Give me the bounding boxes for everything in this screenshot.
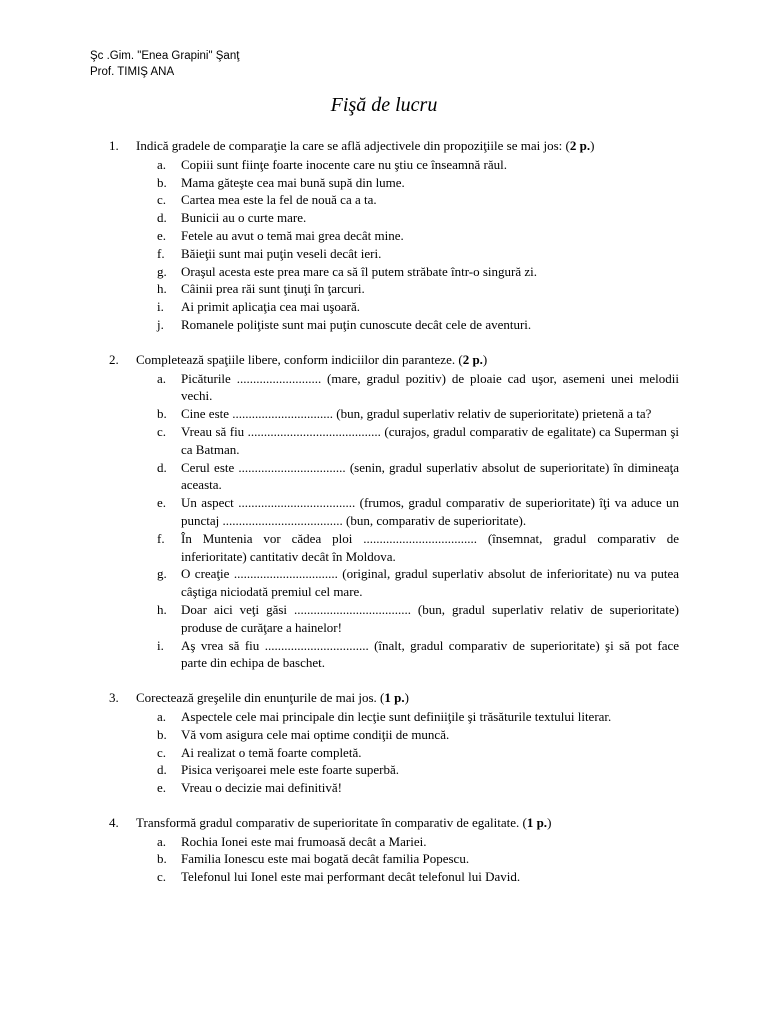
item-text: Vă vom asigura cele mai optime condiţii de muncă. — [181, 726, 450, 742]
question-items — [136, 708, 679, 797]
item-text: Cartea mea este la fel de nouă ca a ta. — [181, 192, 377, 208]
question-number: 3. — [109, 690, 119, 706]
item-text: Mama găteşte cea mai bună supă din lume. — [181, 174, 405, 190]
item-text: O creaţie ................................ (original, gradul superlativ absolut de inferioritate) nu va putea câştiga niciodată premiul cel mare. — [181, 566, 679, 600]
item-letter: a. — [157, 156, 167, 172]
question-text — [136, 137, 679, 155]
list-item — [136, 405, 679, 423]
list-item — [136, 761, 679, 779]
item-text: Bunicii au o curte mare. — [181, 210, 307, 226]
item-letter: c. — [157, 869, 167, 885]
item-text: Aspectele cele mai principale din lecţie sunt definiiţile şi trăsăturile textului literar. — [181, 708, 612, 724]
item-text: Picăturile .......................... (mare, gradul pozitiv) de ploaie cad uşor, asemeni unei melodii vechi. — [181, 370, 679, 404]
item-text: Vreau să fiu ......................................... (curajos, gradul comparativ de egalitate) ca Superman şi ca Batman. — [181, 423, 679, 457]
item-text: Cine este ............................... (bun, gradul superlativ relativ de superioritate) prietenă a ta? — [181, 406, 652, 422]
list-item — [136, 726, 679, 744]
list-item — [136, 245, 679, 263]
list-item — [136, 298, 679, 316]
question-number: 1. — [109, 138, 119, 153]
question-text — [136, 351, 679, 369]
item-text: Rochia Ionei este mai frumoasă decât a Mariei. — [181, 833, 427, 849]
item-letter: h. — [157, 601, 167, 617]
question-points: 1 p. — [526, 814, 548, 830]
list-item — [136, 868, 679, 886]
question-items — [136, 156, 679, 334]
list-item — [136, 227, 679, 245]
item-text: Romanele poliţiste sunt mai puţin cunoscute decât cele de aventuri. — [181, 316, 532, 332]
item-text: Familia Ionescu este mai bogată decât familia Popescu. — [181, 851, 470, 867]
item-text: Oraşul acesta este prea mare ca să îl putem străbate într-o singură zi. — [181, 263, 538, 279]
question-3 — [109, 689, 679, 797]
question-number: 2. — [109, 351, 119, 367]
list-item — [136, 191, 679, 209]
question-close-paren: ) — [482, 351, 488, 367]
list-item — [136, 280, 679, 298]
item-letter: b. — [157, 406, 167, 422]
item-letter: a. — [157, 370, 167, 386]
question-1 — [109, 137, 679, 334]
list-item — [136, 637, 679, 673]
item-letter: d. — [157, 459, 167, 475]
item-text: Pisica verişoarei mele este foarte superbă. — [181, 762, 400, 778]
list-item — [136, 565, 679, 601]
list-item — [136, 833, 679, 851]
question-text — [136, 814, 679, 832]
list-item — [136, 459, 679, 495]
list-item — [136, 779, 679, 797]
item-text: Doar aici veţi găsi .................................... (bun, gradul superlativ relativ de superioritate) produse de curăţare a hainelor! — [181, 601, 679, 635]
item-text: Un aspect .................................... (frumos, gradul comparativ de superioritate) îţi va aduce un punctaj ..................................... (bun, comparativ de superioritate). — [181, 495, 679, 528]
item-letter: c. — [157, 423, 167, 439]
list-item — [136, 850, 679, 868]
school-name: Şc .Gim. "Enea Grapini" Şanţ — [90, 50, 240, 62]
question-prompt: Indică gradele de comparaţie la care se află adjectivele din propoziţiile se mai jos: ( — [136, 138, 570, 153]
page-title: Fişă de lucru — [330, 94, 438, 116]
item-letter: g. — [157, 566, 167, 582]
list-item — [136, 209, 679, 227]
item-text: Vreau o decizie mai definitivă! — [181, 780, 342, 796]
list-item — [136, 156, 679, 174]
teacher-name: Prof. TIMIŞ ANA — [90, 66, 175, 78]
question-list — [109, 137, 679, 903]
item-text: Băieţii sunt mai puţin veseli decât ieri. — [181, 245, 382, 261]
list-item — [136, 744, 679, 762]
item-letter: f. — [157, 530, 165, 546]
item-text: Ai primit aplicaţia cea mai uşoară. — [181, 299, 361, 315]
list-item — [136, 708, 679, 726]
item-letter: f. — [157, 245, 165, 261]
item-letter: d. — [157, 762, 167, 778]
list-item — [136, 370, 679, 406]
item-letter: c. — [157, 192, 167, 208]
list-item — [136, 423, 679, 459]
item-text: Cerul este ................................. (senin, gradul superlativ absolut de superioritate) în dimineaţa aceasta. — [181, 459, 679, 493]
question-close-paren: ) — [547, 814, 552, 830]
item-letter: g. — [157, 263, 167, 279]
item-text: Aş vrea să fiu ................................ (înalt, gradul comparativ de superioritate) şi să pot face parte din echipa de baschet. — [181, 637, 679, 671]
question-prompt: Transformă gradul comparativ de superioritate în comparativ de egalitate. ( — [136, 814, 527, 830]
item-letter: d. — [157, 210, 167, 226]
list-item — [136, 494, 679, 530]
list-item — [136, 316, 679, 334]
list-item — [136, 601, 679, 637]
item-letter: a. — [157, 833, 167, 849]
item-letter: b. — [157, 174, 167, 190]
item-text: Copiii sunt fiinţe foarte inocente care nu ştiu ce înseamnă răul. — [181, 156, 507, 172]
question-points: 2 p. — [569, 138, 591, 153]
item-letter: e. — [157, 780, 167, 796]
item-text: Telefonul lui Ionel este mai performant decât telefonul lui David. — [181, 869, 521, 885]
document-header — [90, 48, 239, 80]
question-close-paren: ) — [590, 138, 595, 153]
list-item — [136, 263, 679, 281]
item-letter: b. — [157, 851, 167, 867]
list-item — [136, 530, 679, 566]
question-text — [136, 689, 679, 707]
item-letter: a. — [157, 708, 167, 724]
list-item — [136, 174, 679, 192]
question-prompt: Corectează greşelile din enunţurile de mai jos. ( — [136, 690, 385, 706]
question-items — [136, 370, 679, 673]
item-text: Câinii prea răi sunt ţinuţi în ţarcuri. — [181, 281, 365, 297]
item-letter: c. — [157, 744, 167, 760]
item-letter: h. — [157, 281, 167, 297]
item-text: Ai realizat o temă foarte completă. — [181, 744, 362, 760]
question-points: 2 p. — [462, 351, 483, 367]
question-points: 1 p. — [384, 690, 405, 706]
item-letter: e. — [157, 227, 167, 243]
item-letter: e. — [157, 495, 167, 511]
question-2 — [109, 351, 679, 672]
question-number: 4. — [109, 814, 119, 830]
question-prompt: Completează spaţiile libere, conform indiciilor din paranteze. ( — [136, 351, 463, 367]
item-letter: i. — [157, 299, 164, 315]
item-letter: i. — [157, 637, 164, 653]
item-text: În Muntenia vor cădea ploi ................................... (însemnat, gradul comparativ de inferioritate) cantitativ decât în Moldova. — [181, 530, 679, 564]
item-text: Fetele au avut o temă mai grea decât mine. — [181, 227, 404, 243]
question-close-paren: ) — [404, 690, 409, 706]
item-letter: b. — [157, 726, 167, 742]
item-letter: j. — [157, 316, 164, 332]
question-4 — [109, 814, 679, 886]
question-items — [136, 833, 679, 886]
